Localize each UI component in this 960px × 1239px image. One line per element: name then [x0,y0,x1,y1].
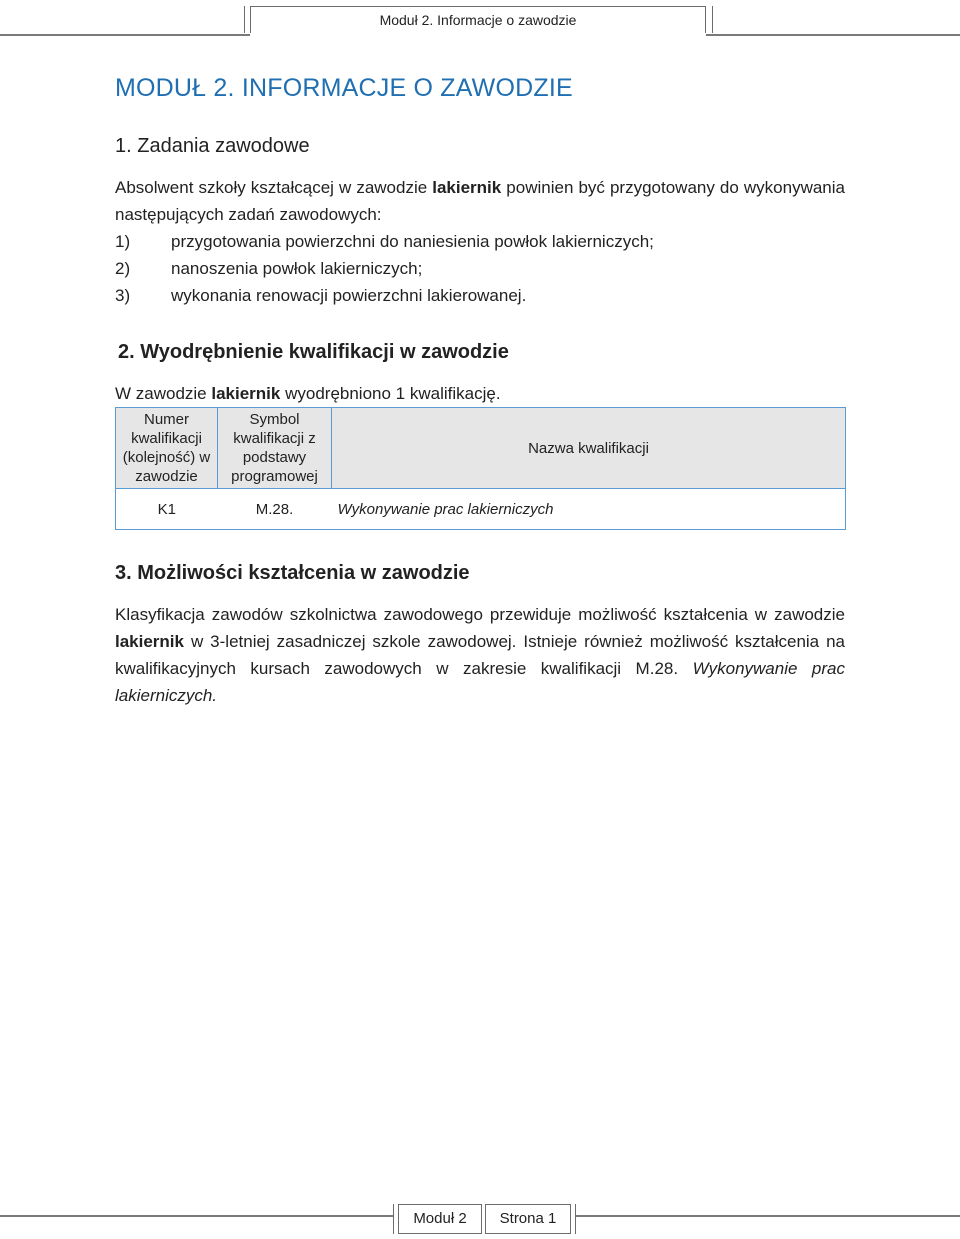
section3-text-before: Klasyfikacja zawodów szkolnictwa zawodowego przewiduje możliwość kształcenia w zawodzie [115,605,845,624]
col-header-symbol: Symbol kwalifikacji z podstawy programowej [218,408,332,489]
section2-heading: 2. Wyodrębnienie kwalifikacji w zawodzie [118,341,509,363]
section1-intro-before: Absolwent szkoły kształcącej w zawodzie [115,178,433,197]
section1-intro-bold: lakiernik [432,178,502,197]
col-header-name: Nazwa kwalifikacji [332,408,846,489]
cell-symbol: M.28. [218,489,332,530]
section3-paragraph [115,601,845,709]
qualification-table [115,407,846,530]
footer-page-box [485,1204,571,1234]
running-header-text: Moduł 2. Informacje o zawodzie [379,12,577,28]
table-header-row [116,408,846,489]
list-item-text: wykonania renowacji powierzchni lakierowanej. [171,286,527,305]
task-list [115,228,654,309]
list-item-text: przygotowania powierzchni do naniesienia powłok lakierniczych; [171,232,654,251]
section1-intro-after: powinien być przygotowany do wykonywania następujących zadań zawodowych: [115,178,845,224]
list-item [115,228,654,255]
list-item-number: 3) [115,286,131,305]
section1-heading: 1. Zadania zawodowe [115,135,310,157]
list-item [115,282,654,309]
section1-intro [115,174,845,228]
page-title: MODUŁ 2. INFORMACJE O ZAWODZIE [115,74,573,102]
section3-heading: 3. Możliwości kształcenia w zawodzie [115,562,470,584]
list-item-number: 2) [115,259,131,278]
cell-number: K1 [116,489,218,530]
section3-text-middle: w 3-letniej zasadniczej szkole zawodowej. Istnieje również możliwość kształcenia na kwalifikacyjnych kursach zawodowych w zakresie kwalifikacji M.28. [115,632,845,678]
list-item-number: 1) [115,232,131,251]
footer-module-label: Moduł 2 [413,1210,467,1227]
table-row [116,489,846,530]
footer-module-box [398,1204,482,1234]
section2-intro [115,380,845,407]
section3-text-bold: lakiernik [115,632,184,651]
section2-intro-before: W zawodzie [115,384,212,403]
cell-name: Wykonywanie prac lakierniczych [332,489,846,530]
footer-page-number: Strona 1 [499,1210,557,1227]
footer-flap-right [569,1204,576,1234]
running-header [250,6,706,33]
list-item [115,255,654,282]
list-item-text: nanoszenia powłok lakierniczych; [171,259,423,278]
section2-intro-after: wyodrębniono 1 kwalifikację. [280,384,501,403]
header-flap-right [706,6,713,33]
section2-intro-bold: lakiernik [211,384,281,403]
section3-text-italic: Wykonywanie prac lakierniczych. [115,659,845,705]
col-header-number: Numer kwalifikacji (kolejność) w zawodzie [116,408,218,489]
